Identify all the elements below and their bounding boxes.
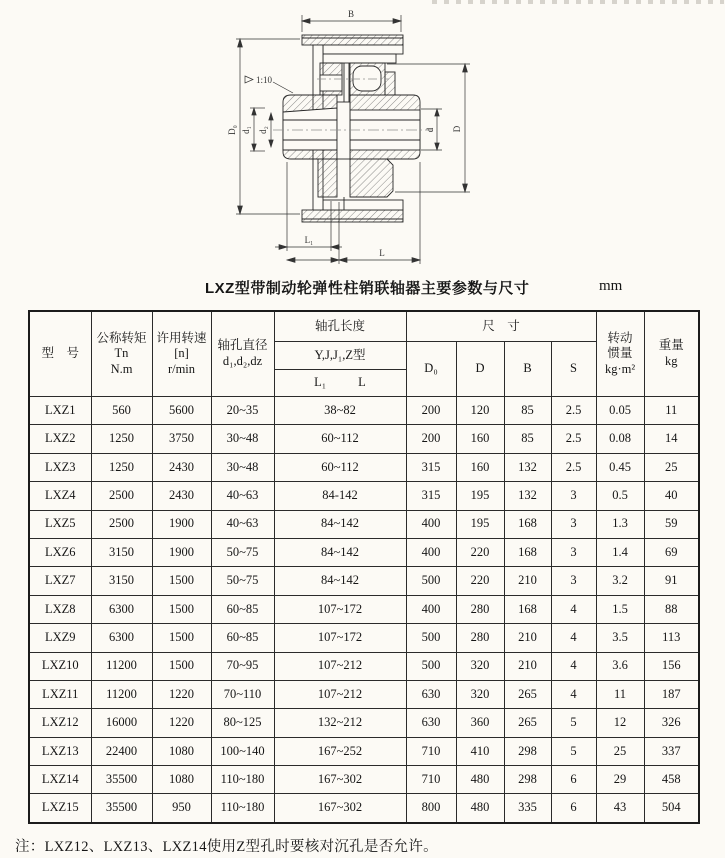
- table-cell: 1220: [152, 680, 211, 708]
- table-cell: 265: [504, 709, 551, 737]
- dim-label-big-d: D: [452, 125, 462, 133]
- table-cell: 107~172: [274, 624, 406, 652]
- table-cell: 60~112: [274, 453, 406, 481]
- table-cell: 84~142: [274, 567, 406, 595]
- table-row: [29, 680, 699, 708]
- l-label: L: [358, 375, 366, 390]
- table-cell: 195: [456, 510, 504, 538]
- dim-label-d1: d₁: [241, 126, 251, 134]
- table-cell: 40: [644, 482, 699, 510]
- table-cell: 200: [406, 397, 456, 425]
- table-row: [29, 595, 699, 623]
- table-cell: 70~110: [211, 680, 274, 708]
- table-cell: LXZ2: [29, 425, 91, 453]
- table-cell: 800: [406, 794, 456, 823]
- table-row: [29, 397, 699, 425]
- torque-line2: N.m: [110, 361, 133, 376]
- table-cell: 3150: [91, 538, 152, 566]
- table-cell: LXZ10: [29, 652, 91, 680]
- table-cell: 132: [504, 453, 551, 481]
- taper-label: 1:10: [256, 75, 273, 85]
- col-header-length-types: Y,J,J₁,Z型: [274, 342, 406, 370]
- table-row: [29, 652, 699, 680]
- table-cell: 320: [456, 652, 504, 680]
- col-header-size-group: 尺 寸: [406, 311, 596, 342]
- bore-line2: d₁,d₂,dz: [222, 354, 263, 368]
- table-cell: 2.5: [551, 397, 596, 425]
- table-cell: 410: [456, 737, 504, 765]
- speed-line3: r/min: [167, 361, 196, 376]
- col-header-l1-l: [274, 370, 406, 397]
- table-cell: 91: [644, 567, 699, 595]
- col-header-speed: [152, 311, 211, 397]
- table-cell: 710: [406, 766, 456, 794]
- table-row: [29, 624, 699, 652]
- table-cell: 220: [456, 538, 504, 566]
- table-cell: 50~75: [211, 538, 274, 566]
- table-cell: 1900: [152, 510, 211, 538]
- table-cell: 210: [504, 652, 551, 680]
- table-row: [29, 425, 699, 453]
- table-cell: 400: [406, 510, 456, 538]
- table-cell: 320: [456, 680, 504, 708]
- page-title: LXZ型带制动轮弹性柱销联轴器主要参数与尺寸: [205, 280, 530, 297]
- table-cell: 500: [406, 624, 456, 652]
- table-cell: 110~180: [211, 766, 274, 794]
- table-cell: 25: [596, 737, 644, 765]
- table-cell: 11200: [91, 680, 152, 708]
- table-row: [29, 567, 699, 595]
- speed-line1: 许用转速: [156, 330, 207, 345]
- table-body: [29, 397, 699, 823]
- table-cell: 326: [644, 709, 699, 737]
- table-cell: 88: [644, 595, 699, 623]
- table-cell: 29: [596, 766, 644, 794]
- coupling-section-drawing: [225, 2, 495, 272]
- table-cell: 25: [644, 453, 699, 481]
- table-cell: 480: [456, 794, 504, 823]
- table-cell: 113: [644, 624, 699, 652]
- table-cell: 69: [644, 538, 699, 566]
- col-header-weight: [644, 311, 699, 397]
- table-cell: 35500: [91, 794, 152, 823]
- parameters-table: [28, 310, 700, 824]
- table-cell: 0.05: [596, 397, 644, 425]
- table-cell: 30~48: [211, 425, 274, 453]
- title-row: [0, 277, 725, 297]
- table-cell: 3: [551, 482, 596, 510]
- col-header-d0: D₀: [406, 342, 456, 397]
- table-cell: 160: [456, 425, 504, 453]
- unit-label: mm: [599, 278, 623, 294]
- table-cell: 710: [406, 737, 456, 765]
- table-cell: 1500: [152, 652, 211, 680]
- table-cell: 40~63: [211, 510, 274, 538]
- table-cell: 40~63: [211, 482, 274, 510]
- table-cell: 3: [551, 510, 596, 538]
- coupling-drawing-svg: [225, 2, 495, 272]
- speed-line2: [n]: [174, 346, 189, 361]
- table-cell: LXZ6: [29, 538, 91, 566]
- table-cell: 59: [644, 510, 699, 538]
- table-cell: 360: [456, 709, 504, 737]
- table-cell: 35500: [91, 766, 152, 794]
- table-cell: 3150: [91, 567, 152, 595]
- table-cell: 500: [406, 652, 456, 680]
- table-cell: 60~85: [211, 595, 274, 623]
- col-header-torque: [91, 311, 152, 397]
- table-cell: 43: [596, 794, 644, 823]
- table-cell: 4: [551, 652, 596, 680]
- table-cell: 1500: [152, 624, 211, 652]
- table-cell: LXZ7: [29, 567, 91, 595]
- table-cell: 60~85: [211, 624, 274, 652]
- table-cell: 1500: [152, 595, 211, 623]
- table-cell: 20~35: [211, 397, 274, 425]
- table-cell: 168: [504, 538, 551, 566]
- table-cell: 2500: [91, 482, 152, 510]
- torque-line1: 公称转矩Tn: [96, 330, 147, 361]
- table-cell: 4: [551, 624, 596, 652]
- table-cell: 298: [504, 766, 551, 794]
- dim-label-l: L: [379, 248, 385, 258]
- table-cell: 84~142: [274, 510, 406, 538]
- table-cell: 335: [504, 794, 551, 823]
- table-cell: 1250: [91, 453, 152, 481]
- table-cell: LXZ9: [29, 624, 91, 652]
- table-cell: 480: [456, 766, 504, 794]
- table-cell: 315: [406, 482, 456, 510]
- table-cell: 220: [456, 567, 504, 595]
- table-cell: 5: [551, 709, 596, 737]
- weight-line2: kg: [665, 354, 678, 368]
- table-cell: LXZ14: [29, 766, 91, 794]
- table-cell: 4: [551, 680, 596, 708]
- table-cell: 210: [504, 567, 551, 595]
- table-cell: 6: [551, 766, 596, 794]
- table-cell: 16000: [91, 709, 152, 737]
- table-cell: 1080: [152, 766, 211, 794]
- table-cell: 2.5: [551, 425, 596, 453]
- table-cell: 210: [504, 624, 551, 652]
- table-cell: 50~75: [211, 567, 274, 595]
- table-cell: 280: [456, 624, 504, 652]
- table-cell: LXZ11: [29, 680, 91, 708]
- table-cell: LXZ1: [29, 397, 91, 425]
- table-cell: 0.5: [596, 482, 644, 510]
- table-cell: 3.6: [596, 652, 644, 680]
- table-cell: 630: [406, 709, 456, 737]
- table-cell: 12: [596, 709, 644, 737]
- table-cell: 6300: [91, 624, 152, 652]
- table-cell: 280: [456, 595, 504, 623]
- dim-label-l1: L₁: [304, 235, 314, 245]
- table-cell: LXZ4: [29, 482, 91, 510]
- table-cell: LXZ5: [29, 510, 91, 538]
- table-cell: 337: [644, 737, 699, 765]
- table-cell: 160: [456, 453, 504, 481]
- table-cell: 400: [406, 538, 456, 566]
- table-cell: 1.3: [596, 510, 644, 538]
- dim-label-b: B: [347, 9, 355, 19]
- table-cell: 3750: [152, 425, 211, 453]
- table-cell: 3.2: [596, 567, 644, 595]
- table-cell: 630: [406, 680, 456, 708]
- table-cell: 2430: [152, 453, 211, 481]
- table-cell: 400: [406, 595, 456, 623]
- table-cell: 200: [406, 425, 456, 453]
- table-cell: 107~212: [274, 680, 406, 708]
- table-cell: LXZ15: [29, 794, 91, 823]
- dim-label-d0: D₀: [227, 125, 237, 135]
- table-cell: 0.08: [596, 425, 644, 453]
- table-row: [29, 538, 699, 566]
- table-cell: 11: [596, 680, 644, 708]
- table-cell: 1900: [152, 538, 211, 566]
- table-cell: 458: [644, 766, 699, 794]
- table-cell: 11200: [91, 652, 152, 680]
- table-row: [29, 766, 699, 794]
- table-row: [29, 510, 699, 538]
- col-header-b: B: [504, 342, 551, 397]
- table-cell: 107~212: [274, 652, 406, 680]
- table-cell: 132: [504, 482, 551, 510]
- col-header-bore: [211, 311, 274, 397]
- inertia-line2: 惯量: [607, 346, 633, 361]
- table-cell: 14: [644, 425, 699, 453]
- table-cell: 84-142: [274, 482, 406, 510]
- table-row: [29, 482, 699, 510]
- parameters-table-wrap: [28, 310, 700, 824]
- table-cell: 187: [644, 680, 699, 708]
- table-cell: 6300: [91, 595, 152, 623]
- table-cell: 1.4: [596, 538, 644, 566]
- table-cell: 84~142: [274, 538, 406, 566]
- table-cell: 38~82: [274, 397, 406, 425]
- table-cell: 3.5: [596, 624, 644, 652]
- table-cell: 100~140: [211, 737, 274, 765]
- table-cell: 2430: [152, 482, 211, 510]
- col-header-d: D: [456, 342, 504, 397]
- table-cell: 3: [551, 538, 596, 566]
- part-geometry: [283, 35, 420, 222]
- table-row: [29, 453, 699, 481]
- dim-label-d2: d₂: [258, 126, 268, 134]
- table-cell: 0.45: [596, 453, 644, 481]
- table-cell: 950: [152, 794, 211, 823]
- table-cell: 156: [644, 652, 699, 680]
- table-cell: 120: [456, 397, 504, 425]
- table-cell: 1220: [152, 709, 211, 737]
- bore-line1: 轴孔直径: [217, 338, 268, 353]
- table-cell: 1.5: [596, 595, 644, 623]
- l1-label: L₁: [314, 375, 327, 390]
- table-cell: 2500: [91, 510, 152, 538]
- table-cell: LXZ13: [29, 737, 91, 765]
- table-cell: 298: [504, 737, 551, 765]
- table-cell: 167~302: [274, 766, 406, 794]
- table-cell: 1080: [152, 737, 211, 765]
- table-cell: 5600: [152, 397, 211, 425]
- table-cell: 107~172: [274, 595, 406, 623]
- table-cell: 80~125: [211, 709, 274, 737]
- table-cell: 30~48: [211, 453, 274, 481]
- table-cell: 4: [551, 595, 596, 623]
- table-cell: 167~302: [274, 794, 406, 823]
- table-cell: 132~212: [274, 709, 406, 737]
- table-cell: 195: [456, 482, 504, 510]
- table-cell: 167~252: [274, 737, 406, 765]
- table-cell: 2.5: [551, 453, 596, 481]
- table-cell: 110~180: [211, 794, 274, 823]
- table-cell: 5: [551, 737, 596, 765]
- table-cell: 6: [551, 794, 596, 823]
- table-cell: 70~95: [211, 652, 274, 680]
- table-cell: 504: [644, 794, 699, 823]
- table-cell: LXZ3: [29, 453, 91, 481]
- table-cell: LXZ12: [29, 709, 91, 737]
- table-cell: LXZ8: [29, 595, 91, 623]
- table-cell: 22400: [91, 737, 152, 765]
- table-cell: 560: [91, 397, 152, 425]
- inertia-line1: 转动: [607, 330, 633, 345]
- col-header-model: 型 号: [29, 311, 91, 397]
- table-cell: 60~112: [274, 425, 406, 453]
- table-cell: 3: [551, 567, 596, 595]
- col-header-length-group: 轴孔长度: [274, 311, 406, 342]
- table-cell: 265: [504, 680, 551, 708]
- table-cell: 85: [504, 397, 551, 425]
- footnote: 注：LXZ12、LXZ13、LXZ14使用Z型孔时要核对沉孔是否允许。: [15, 839, 438, 855]
- table-cell: 168: [504, 595, 551, 623]
- table-cell: 11: [644, 397, 699, 425]
- table-row: [29, 794, 699, 823]
- table-row: [29, 737, 699, 765]
- table-cell: 315: [406, 453, 456, 481]
- col-header-inertia: [596, 311, 644, 397]
- table-cell: 1250: [91, 425, 152, 453]
- table-cell: 1500: [152, 567, 211, 595]
- table-cell: 85: [504, 425, 551, 453]
- inertia-line3: kg·m²: [604, 361, 636, 376]
- table-cell: 500: [406, 567, 456, 595]
- table-row: [29, 709, 699, 737]
- col-header-s: S: [551, 342, 596, 397]
- weight-line1: 重量: [658, 338, 684, 353]
- dim-label-d: d: [425, 127, 435, 133]
- table-cell: 168: [504, 510, 551, 538]
